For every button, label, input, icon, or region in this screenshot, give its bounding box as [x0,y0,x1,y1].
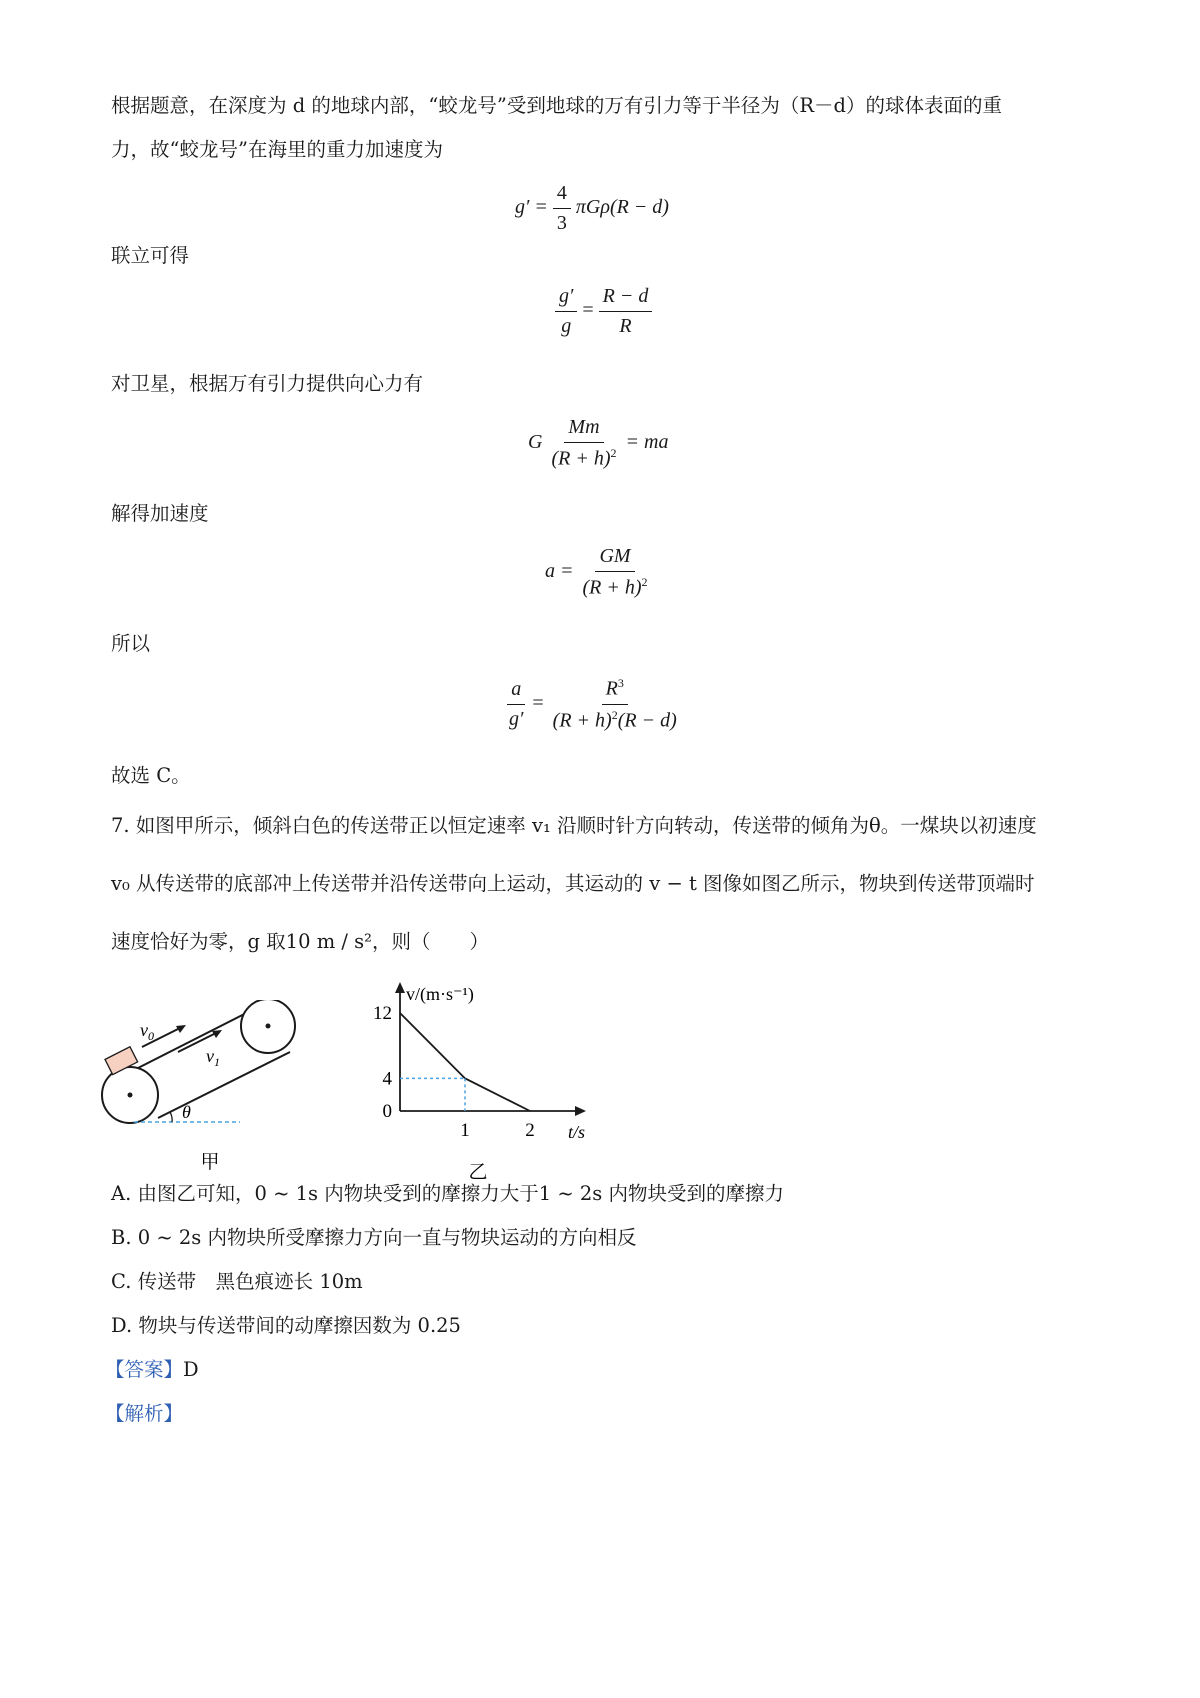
figure-yi-caption: 乙 [468,1161,488,1183]
eq5-equals: = [532,691,544,714]
eq5-num-right [602,676,628,705]
option-c: C. 传送带 黑色痕迹长 10m [111,1270,363,1293]
eq3-den-exp: 2 [610,446,617,460]
answer-tag: 【答案】 [105,1358,184,1381]
y-axis-arrow [395,982,405,993]
equation-acceleration [545,545,652,600]
paragraph-line: 所以 [111,632,151,655]
paragraph-line: 故选 C。 [111,764,191,787]
x-axis-label: t/s [568,1122,586,1142]
theta-arc [170,1112,172,1122]
equation-final-ratio [505,676,681,732]
eq1-fraction [553,182,571,235]
paragraph-line: 联立可得 [111,244,190,267]
eq4-num: GM [595,545,634,572]
answer-line [105,1356,199,1384]
x-axis-arrow [575,1106,586,1116]
velocity-series-line [400,1013,530,1111]
eq1-rhs: πGρ(R − d) [575,196,669,219]
analysis-tag: 【解析】 [105,1402,184,1425]
x-tick-label: 2 [525,1120,535,1141]
y-tick-label: 0 [382,1101,392,1122]
eq4-fraction [579,545,652,600]
eq3-num: Mm [564,416,603,443]
eq3-rhs: = ma [625,430,669,453]
option-b: B. 0 ~ 2s 内物块所受摩擦力方向一直与物块运动的方向相反 [111,1226,637,1249]
eq5-den-exp: 2 [611,707,618,722]
eq2-den-right: R [619,315,632,337]
equation-centripetal [528,416,668,471]
eq2-num-left: g′ [555,285,577,312]
eq2-equals: = [582,299,594,322]
eq2-num-right: R − d [599,285,653,312]
eq3-den-base: (R + h) [551,447,611,470]
eq5-den-base: (R + h) [552,709,612,732]
figure-jia-caption: 甲 [200,1151,220,1173]
paragraph-line: 解得加速度 [111,502,209,525]
eq5-num-base: R [605,677,618,700]
eq5-den-left: g′ [509,707,524,730]
eq5-right-fraction [549,676,681,732]
x-tick-label: 1 [460,1120,470,1141]
question-line: v₀ 从传送带的底部冲上传送带并沿传送带向上运动，其运动的 v − t 图像如图乙所示，物块到传送带顶端时 [111,872,1035,895]
theta-label: θ [182,1102,191,1122]
eq5-left-fraction [505,678,527,731]
equation-ratio [555,285,652,338]
option-d: D. 物块与传送带间的动摩擦因数为 0.25 [111,1314,461,1337]
eq3-pre: G [528,430,543,453]
v0-label: $v_0$ [140,1020,154,1043]
belt-bottom-edge [158,1052,290,1118]
y-tick-label: 4 [382,1068,392,1090]
top-pulley-axle [266,1024,271,1029]
eq1-lhs: g′ = [515,196,548,219]
eq1-den: 3 [556,212,567,234]
paragraph-line: 对卫星，根据万有引力提供向心力有 [111,372,424,395]
paragraph-line: 根据题意，在深度为 d 的地球内部，“蛟龙号”受到地球的万有引力等于半径为（R－d）的球体表面的重 [111,94,1002,117]
eq2-right-fraction [599,285,653,338]
eq3-fraction [547,416,620,471]
eq2-left-fraction [555,285,577,338]
eq5-den-tail: (R − d) [617,709,677,732]
eq1-num: 4 [553,182,571,209]
eq5-num-exp: 3 [617,676,624,690]
y-axis-label: v/(m·s⁻¹) [406,984,474,1004]
question-line: 速度恰好为零，g 取10 m / s²，则（ ） [111,930,489,953]
eq3-den [547,443,620,471]
figure-vt-chart [360,978,600,1183]
eq4-den-base: (R + h) [582,576,642,599]
eq4-den [579,572,652,600]
eq4-lhs: a = [545,559,574,582]
paragraph-line: 力，故“蛟龙号”在海里的重力加速度为 [111,138,443,161]
answer-value: D [183,1358,199,1381]
equation-gravity-depth [515,182,669,235]
y-tick-label: 12 [373,1003,392,1024]
question-line: 7. 如图甲所示，倾斜白色的传送带正以恒定速率 v₁ 沿顺时针方向转动，传送带的倾角为θ。一煤块以初速度 [111,814,1037,837]
v1-label: $v_1$ [206,1046,220,1069]
option-a: A. 由图乙可知，0 ~ 1s 内物块受到的摩擦力大于1 ~ 2s 内物块受到的摩擦力 [111,1182,784,1205]
eq5-num-left: a [507,678,525,705]
eq4-den-exp: 2 [641,575,648,589]
eq2-den-left: g [561,315,572,337]
bottom-pulley-axle [128,1093,133,1098]
eq5-den-right [549,705,681,733]
figure-conveyor-belt [100,1000,330,1180]
analysis-line [105,1400,183,1428]
